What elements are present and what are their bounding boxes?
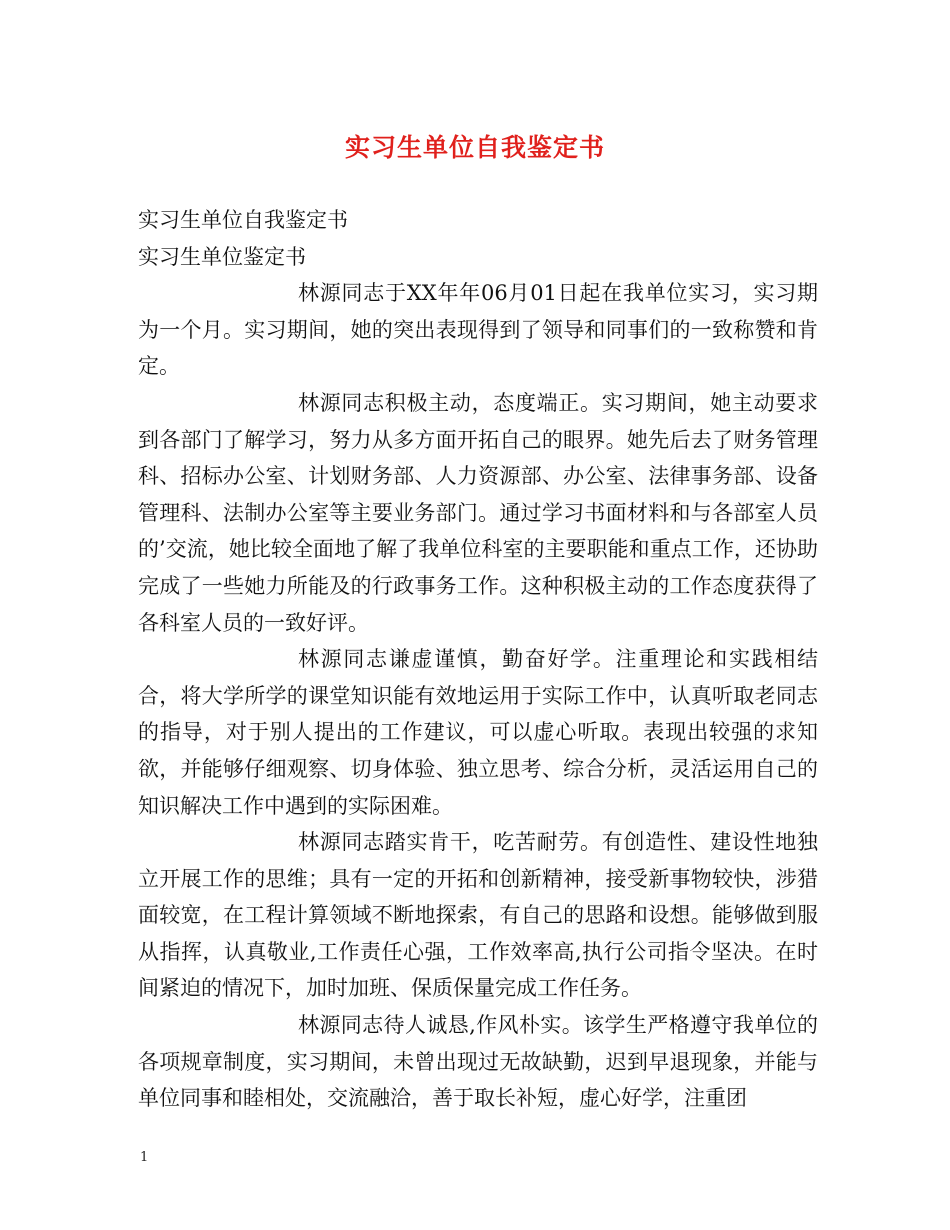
paragraph-4: 林源同志踏实肯干，吃苦耐劳。有创造性、建设性地独立开展工作的思维；具有一定的开拓和创新精神，接受新事物较快，涉猎面较宽，在工程计算领域不断地探索，有自己的思路和设想。能够做到服从指挥，认真敬业,工作责任心强，工作效率高,执行公司指令坚决。在时间紧迫的情况下，加时加班、保质保量完成工作任务。 [138, 830, 818, 1001]
document-body [138, 202, 818, 1117]
heading-line-1: 实习生单位自我鉴定书 [138, 208, 348, 232]
paragraph-5: 林源同志待人诚恳,作风朴实。该学生严格遵守我单位的各项规章制度，实习期间，未曾出现过无故缺勤，迟到早退现象，并能与单位同事和睦相处，交流融洽，善于取长补短，虚心好学，注重团 [138, 1013, 818, 1111]
page-number: 1 [140, 1150, 149, 1165]
document-title: 实习生单位自我鉴定书 [344, 133, 605, 162]
heading-line-2: 实习生单位鉴定书 [138, 244, 306, 269]
paragraph-3: 林源同志谦虚谨慎，勤奋好学。注重理论和实践相结合，将大学所学的课堂知识能有效地运用于实际工作中，认真听取老同志的指导，对于别人提出的工作建议，可以虚心听取。表现出较强的求知欲，并能够仔细观察、切身体验、独立思考、综合分析，灵活运用自己的知识解决工作中遇到的实际困难。 [138, 647, 818, 818]
paragraph-1: 林源同志于XX年年06月01日起在我单位实习，实习期为一个月。实习期间，她的突出表现得到了领导和同事们的一致称赞和肯定。 [138, 281, 818, 379]
paragraph-2: 林源同志积极主动，态度端正。实习期间，她主动要求到各部门了解学习，努力从多方面开拓自己的眼界。她先后去了财务管理科、招标办公室、计划财务部、人力资源部、办公室、法律事务部、设备管理科、法制办公室等主要业务部门。通过学习书面材料和与各部室人员的’交流，她比较全面地了解了我单位科室的主要职能和重点工作，还协助完成了一些她力所能及的行政事务工作。这种积极主动的工作态度获得了各科室人员的一致好评。 [138, 390, 818, 635]
